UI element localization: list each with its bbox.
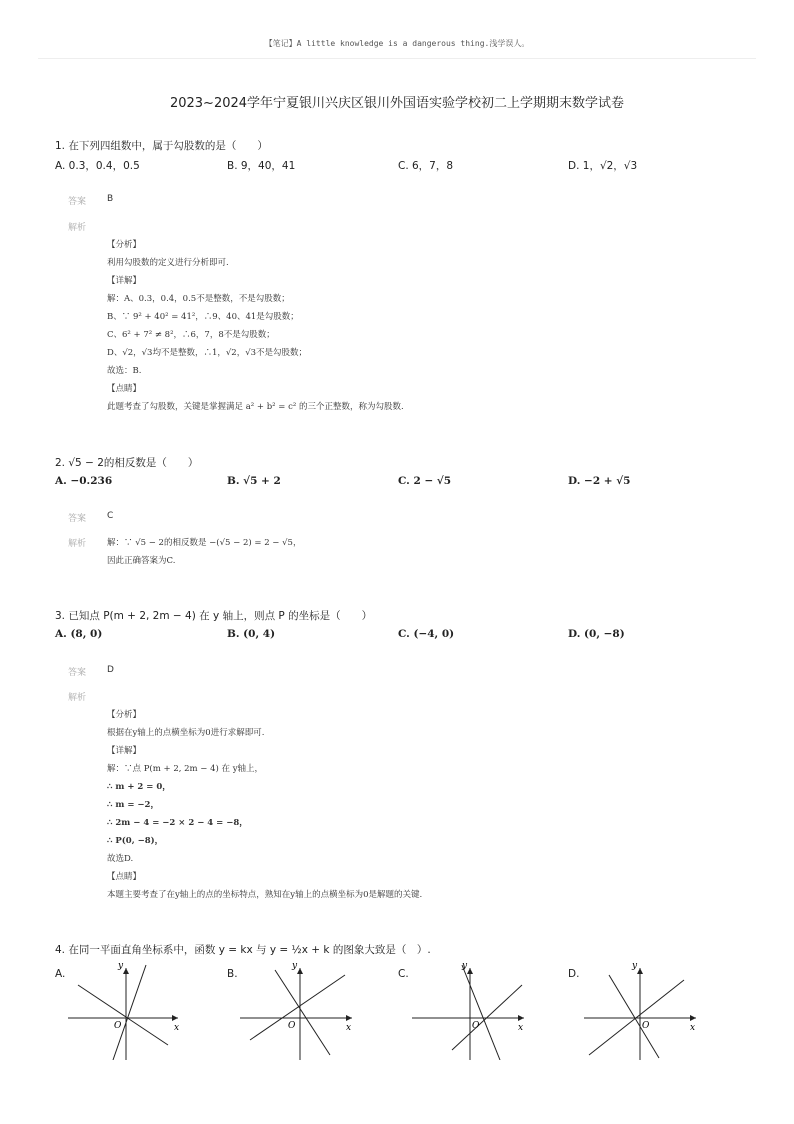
q1-option-c: C. 6，7，8: [398, 160, 454, 172]
q2-option-a: A. −0.236: [55, 475, 113, 487]
q1-analysis-line: 【点睛】: [107, 384, 142, 394]
q4-graph-b: [240, 960, 360, 1060]
q3-analysis-line: ∴ m + 2 = 0，: [107, 782, 171, 792]
q4-graph-c: [412, 960, 532, 1060]
header-divider: [38, 58, 756, 59]
x-axis-label: x: [690, 1023, 696, 1033]
q1-answer: B: [107, 194, 114, 204]
q1-analysis-line: 【详解】: [107, 276, 142, 286]
q3-analysis-line: 故选D.: [107, 854, 134, 864]
q3-stem: 3. 已知点 P(m + 2, 2m − 4) 在 y 轴上，则点 P 的坐标是（ ）: [55, 610, 373, 622]
header-note: 【笔记】A little knowledge is a dangerous thing.浅学误人。: [264, 39, 530, 48]
x-axis-label: x: [346, 1023, 352, 1033]
q3-analysis-line: 根据在y轴上的点横坐标为0进行求解即可.: [107, 728, 265, 738]
q2-option-c: C. 2 − √5: [398, 475, 452, 487]
q1-stem: 1. 在下列四组数中，属于勾股数的是（ ）: [55, 140, 268, 152]
q3-analysis-line: ∴ m = −2，: [107, 800, 159, 810]
q1-analysis-line: 故选：B.: [107, 366, 142, 376]
y-axis-label: y: [118, 961, 124, 971]
q3-option-d: D. (0, −8): [568, 628, 625, 640]
q1-analysis-label: 解析: [68, 223, 87, 233]
q2-stem: 2. √5 − 2的相反数是（ ）: [55, 457, 199, 469]
origin-label: O: [114, 1021, 122, 1031]
q1-answer-label: 答案: [68, 197, 87, 207]
y-axis-label: y: [632, 961, 638, 971]
q1-option-a: A. 0.3，0.4，0.5: [55, 160, 140, 172]
q3-analysis-line: 【点睛】: [107, 872, 142, 882]
q3-analysis-line: 本题主要考查了在y轴上的点的坐标特点，熟知在y轴上的点横坐标为0是解题的关键.: [107, 890, 423, 900]
q3-analysis-line: ∴ P(0, −8)，: [107, 836, 164, 846]
q3-answer-label: 答案: [68, 668, 87, 678]
q4-graph-d: [584, 960, 704, 1060]
q4-option-b: B.: [227, 968, 238, 980]
q1-analysis-line: B、∵ 9² + 40² = 41²，∴9、40、41是勾股数；: [107, 312, 299, 322]
x-axis-label: x: [518, 1023, 524, 1033]
y-axis-label: y: [292, 961, 298, 971]
q3-option-b: B. (0, 4): [227, 628, 276, 640]
q2-analysis-line: 因此正确答案为C.: [107, 556, 176, 566]
q4-option-c: C.: [398, 968, 409, 980]
origin-label: O: [642, 1021, 650, 1031]
q1-option-b: B. 9，40，41: [227, 160, 296, 172]
q4-stem: 4. 在同一平面直角坐标系中，函数 y = kx 与 y = ½x + k 的图象大致是（ ）.: [55, 944, 431, 956]
q1-analysis-line: 解：A、0.3，0.4，0.5不是整数，不是勾股数；: [107, 294, 290, 304]
q1-analysis-line: 此题考查了勾股数，关键是掌握满足 a² + b² = c² 的三个正整数，称为勾股数.: [107, 402, 404, 412]
q3-analysis-line: 【详解】: [107, 746, 142, 756]
q1-analysis-line: C、6² + 7² ≠ 8²，∴6，7，8不是勾股数；: [107, 330, 275, 340]
q3-analysis-line: 【分析】: [107, 710, 142, 720]
page-title: 2023~2024学年宁夏银川兴庆区银川外国语实验学校初二上学期期末数学试卷: [169, 96, 625, 111]
q2-analysis-line: 解：∵ √5 − 2的相反数是 −(√5 − 2) = 2 − √5，: [107, 538, 302, 548]
origin-label: O: [288, 1021, 296, 1031]
q4-option-d: D.: [568, 968, 580, 980]
q2-option-d: D. −2 + √5: [568, 475, 631, 487]
q1-option-d: D. 1，√2，√3: [568, 160, 638, 172]
q3-answer: D: [107, 665, 114, 675]
q2-option-b: B. √5 + 2: [227, 475, 281, 487]
q3-option-c: C. (−4, 0): [398, 628, 455, 640]
q1-analysis-line: 【分析】: [107, 240, 142, 250]
q2-analysis-label: 解析: [68, 539, 87, 549]
q4-graph-a: [68, 960, 188, 1060]
q1-analysis-line: 利用勾股数的定义进行分析即可.: [107, 258, 229, 268]
y-axis-label: y: [462, 961, 468, 971]
q1-analysis-line: D、√2，√3均不是整数，∴1，√2，√3不是勾股数；: [107, 348, 308, 358]
q2-answer-label: 答案: [68, 514, 87, 524]
q2-answer: C: [107, 511, 114, 521]
x-axis-label: x: [174, 1023, 180, 1033]
q3-analysis-label: 解析: [68, 693, 87, 703]
q3-option-a: A. (8, 0): [55, 628, 103, 640]
q4-option-a: A.: [55, 968, 66, 980]
q3-analysis-line: ∴ 2m − 4 = −2 × 2 − 4 = −8，: [107, 818, 248, 828]
q3-analysis-line: 解：∵点 P(m + 2, 2m − 4) 在 y轴上，: [107, 764, 264, 774]
origin-label: O: [472, 1021, 480, 1031]
